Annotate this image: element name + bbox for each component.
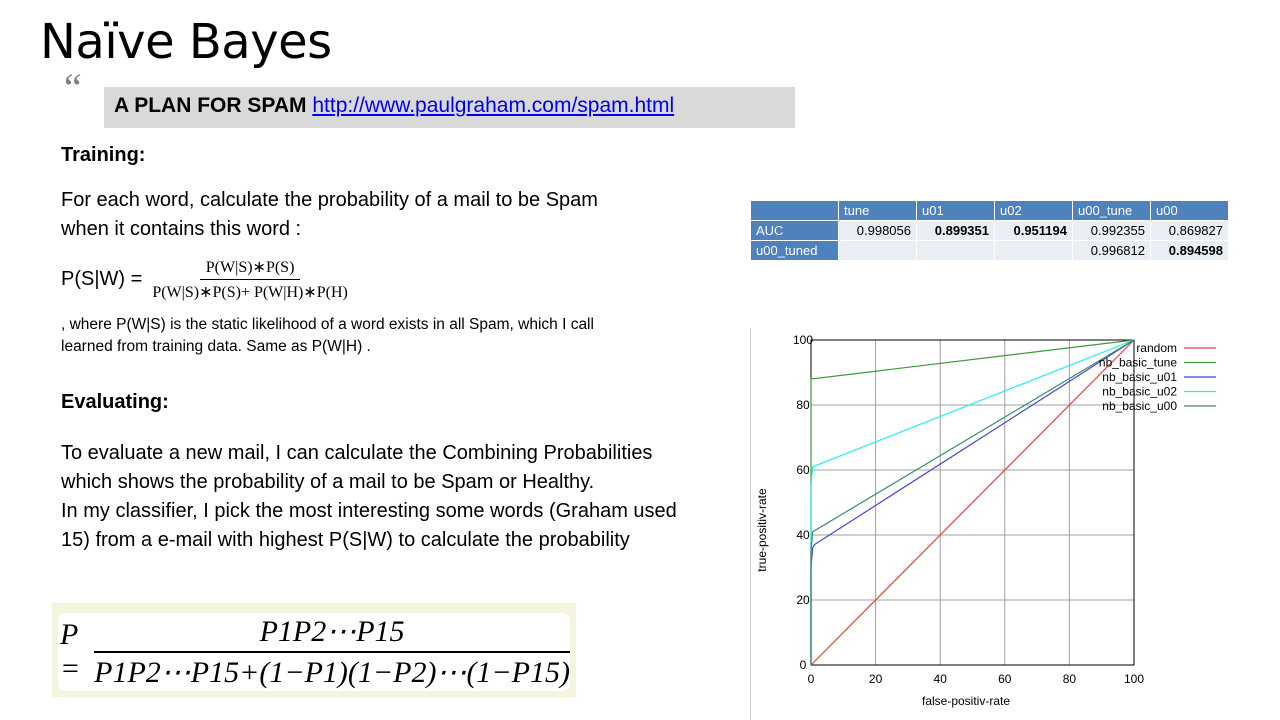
auc-header-cell: u01 [917,201,995,221]
auc-table [750,200,1229,261]
training-text [61,186,598,244]
y-tick-label: 40 [796,528,810,542]
auc-table-row [751,221,1229,241]
auc-header-cell: u00 [1151,201,1229,221]
y-tick-label: 20 [796,593,810,607]
auc-row-label: u00_tuned [751,241,839,261]
evaluating-line-2: which shows the probability of a mail to be Spam or Healthy. [61,471,595,493]
combined-formula-denominator: P1P2⋯P15+(1−P1)(1−P2)⋯(1−P15) [94,656,570,689]
auc-header-cell: u02 [995,201,1073,221]
legend-label: random [1136,341,1177,355]
auc-cell: 0.998056 [839,221,917,241]
auc-header-cell: u00_tune [1073,201,1151,221]
evaluating-text [61,439,677,555]
training-note-line-1: , where P(W|S) is the static likelihood of a word exists in all Spam, which I call [61,316,594,333]
auc-header-cell [751,201,839,221]
auc-header-cell: tune [839,201,917,221]
legend-label: nb_basic_u01 [1102,370,1177,384]
bayes-formula-lhs: P(S|W) = [61,268,143,290]
y-tick-label: 80 [796,398,810,412]
y-tick-label: 0 [799,658,807,672]
evaluating-line-1: To evaluate a new mail, I can calculate the Combining Probabilities [61,442,653,464]
plan-reference-box [104,87,795,128]
x-tick-label: 0 [807,672,815,686]
training-heading: Training: [61,144,146,166]
auc-cell [839,241,917,261]
auc-cell: 0.894598 [1151,241,1229,261]
auc-cell: 0.869827 [1151,221,1229,241]
bayes-formula-fraction [146,257,354,302]
evaluating-heading: Evaluating: [61,391,169,413]
training-line-1: For each word, calculate the probability of a mail to be Spam [61,189,598,211]
chart-series [811,340,1134,665]
roc-chart [750,325,1270,720]
auc-table-row [751,241,1229,261]
x-axis-label: false-positiv-rate [921,694,1011,708]
auc-cell: 0.992355 [1073,221,1151,241]
x-tick-label: 20 [868,672,883,686]
y-tick-label: 60 [796,463,810,477]
combined-formula-numerator: P1P2⋯P15 [94,614,570,653]
auc-cell: 0.996812 [1073,241,1151,261]
training-line-2: when it contains this word : [61,218,302,240]
x-tick-label: 40 [933,672,947,686]
combined-formula-lhs: P = [60,618,81,685]
evaluating-line-3: In my classifier, I pick the most interesting some words (Graham used [61,500,677,522]
chart-ticks [793,333,1144,686]
bayes-formula-denominator: P(W|S)∗P(S)+ P(W|H)∗P(H) [152,284,348,301]
x-tick-label: 100 [1123,672,1145,686]
x-tick-label: 80 [1062,672,1077,686]
combined-probability-formula [52,603,576,697]
bayes-formula-numerator: P(W|S)∗P(S) [200,257,301,280]
plan-link[interactable]: http://www.paulgraham.com/spam.html [312,94,675,117]
training-note [61,314,681,358]
legend-label: nb_basic_tune [1098,355,1177,370]
slide-title: Naïve Bayes [40,14,332,70]
y-tick-label: 100 [792,333,814,347]
roc-chart-svg [750,325,1270,720]
combined-formula-content [58,613,570,691]
auc-cell [995,241,1073,261]
auc-table-header-row [751,201,1229,221]
plan-label: A PLAN FOR SPAM [114,94,307,117]
auc-cell [917,241,995,261]
training-note-line-2: learned from training data. Same as P(W|H) . [61,338,371,355]
combined-formula-fraction [94,614,570,690]
auc-row-label: AUC [751,221,839,241]
auc-cell: 0.899351 [917,221,995,241]
series-line-random [811,340,1134,665]
quote-mark-icon: “ [64,65,82,110]
x-tick-label: 60 [998,672,1012,686]
evaluating-line-4: 15) from a e-mail with highest P(S|W) to calculate the probability [61,529,630,551]
y-axis-label: true-positiv-rate [755,488,769,572]
legend-label: nb_basic_u02 [1102,384,1177,399]
legend-label: nb_basic_u00 [1102,399,1177,413]
bayes-formula [61,257,354,302]
auc-cell: 0.951194 [995,221,1073,241]
